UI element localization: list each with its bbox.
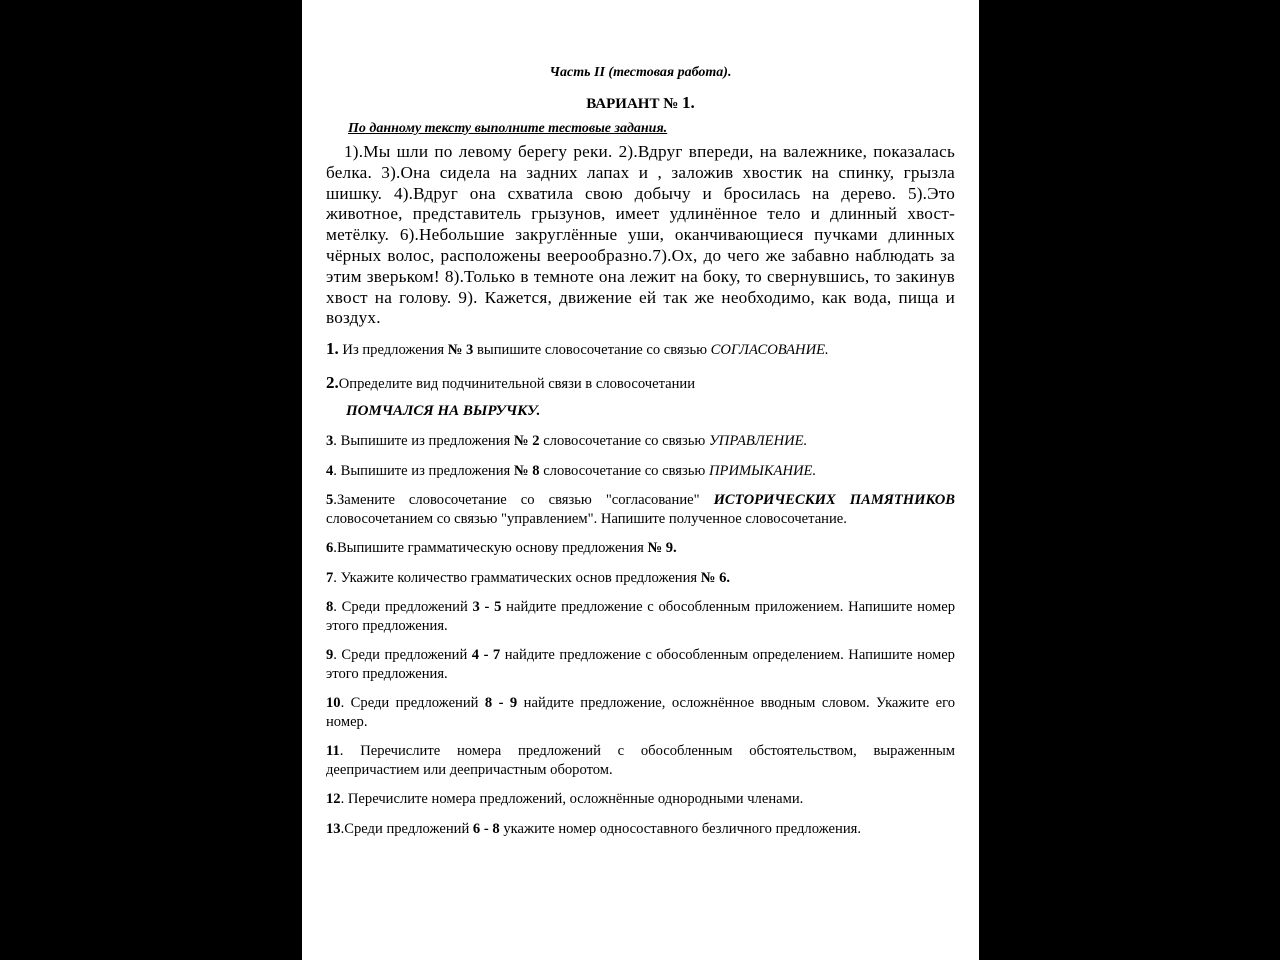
task-number: 13 <box>326 820 341 837</box>
task-2-phrase: ПОМЧАЛСЯ НА ВЫРУЧКУ. <box>346 403 541 420</box>
task-number: 11 <box>326 743 340 760</box>
variant-label: ВАРИАНТ № <box>586 96 679 112</box>
task-number: 4 <box>326 462 334 479</box>
task-number: 1. <box>326 339 339 359</box>
task-3: 3. Выпишите из предложения № 2 словосочетание со связью УПРАВЛЕНИЕ. <box>326 433 808 450</box>
task-number: 5 <box>326 492 334 509</box>
task-number: 9 <box>326 647 334 664</box>
task-10: 10. Среди предложений 8 - 9 найдите предложение, осложнённое вводным словом. Укажите его номер. <box>326 695 955 730</box>
task-13: 13.Среди предложений 6 - 8 укажите номер односоставного безличного предложения. <box>326 820 861 837</box>
task-number: 3 <box>326 433 334 450</box>
instruction: По данному тексту выполните тестовые задания. <box>348 121 668 136</box>
task-number: 6 <box>326 540 334 557</box>
part-title: Часть II (тестовая работа). <box>549 65 732 80</box>
variant-number: 1. <box>682 93 695 112</box>
task-8: 8. Среди предложений 3 - 5 найдите предложение с обособленным приложением. Напишите номер этого предложения. <box>326 599 955 634</box>
task-number: 12 <box>326 791 341 808</box>
task-number: 2. <box>326 372 339 392</box>
task-9: 9. Среди предложений 4 - 7 найдите предложение с обособленным определением. Напишите номер этого предложения. <box>326 647 955 682</box>
task-2: 2.Определите вид подчинительной связи в словосочетании <box>326 372 696 392</box>
task-11: 11. Перечислите номера предложений с обособленным обстоятельством, выраженным деепричастием или деепричастным оборотом. <box>326 743 955 778</box>
task-5: 5.Замените словосочетание со связью "согласование" ИСТОРИЧЕСКИХ ПАМЯТНИКОВ словосочетанием со связью "управлением". Напишите полученное словосочетание. <box>326 492 955 527</box>
task-6: 6.Выпишите грамматическую основу предложения № 9. <box>326 540 677 557</box>
document-page <box>302 0 979 960</box>
task-number: 7 <box>326 569 334 586</box>
variant-heading <box>326 92 955 115</box>
task-4: 4. Выпишите из предложения № 8 словосочетание со связью ПРИМЫКАНИЕ. <box>326 462 817 479</box>
source-text: 1).Мы шли по левому берегу реки. 2).Вдруг впереди, на валежнике, показалась белка. 3).Она сидела на задних лапах и , заложив хвостик на спинку, грызла шишку. 4).Вдруг она схватила свою добычу и бросилась на дерево. 5).Это животное, представитель грызунов, имеет удлинённое тело и длинный хвост-метёлку. 6).Небольшие закруглённые уши, оканчивающиеся пучками длинных чёрных волос, расположены веерообразно.7).Ох, до чего же забавно наблюдать за этим зверьком! 8).Только в темноте она лежит на боку, то свернувшись, то закинув хвост на голову. 9). Кажется, движение ей так же необходимо, как вода, пища и воздух. <box>326 142 955 328</box>
task-7: 7. Укажите количество грамматических основ предложения № 6. <box>326 569 731 586</box>
task-number: 8 <box>326 599 334 616</box>
task-number: 10 <box>326 695 341 712</box>
task-12: 12. Перечислите номера предложений, осложнённые однородными членами. <box>326 791 804 808</box>
document-content <box>326 62 955 838</box>
task-1: 1. Из предложения № 3 выпишите словосочетание со связью СОГЛАСОВАНИЕ. <box>326 339 829 359</box>
